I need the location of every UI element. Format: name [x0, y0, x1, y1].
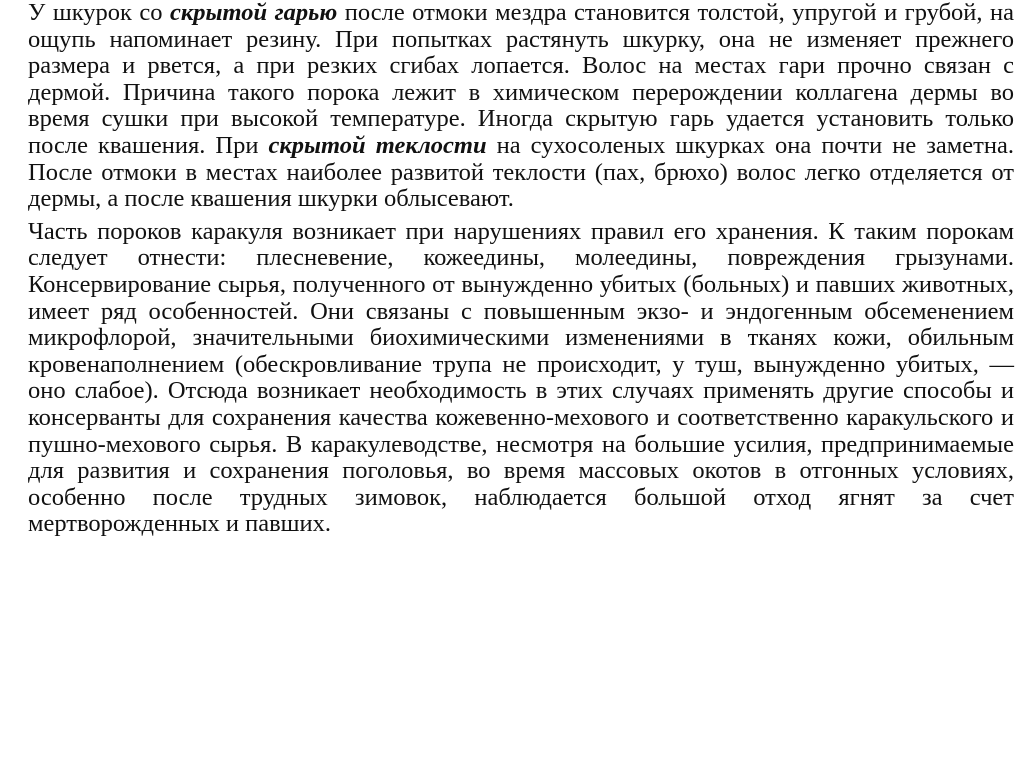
- term-hidden-burn: скрытой гарью: [170, 0, 338, 26]
- paragraph-text: У шкурок со: [28, 0, 170, 26]
- paragraph-hidden-burn: [28, 0, 1014, 213]
- paragraph-text: после отмоки мездра становится толстой, упругой и грубой, на ощупь напоминает резину. При попытках растянуть шкурку, она не изменяет прежнего размера и рвется, а при резких сгибах лопается. Волос на местах гари прочно связан с дермой. Причина такого порока лежит в химическом перерождении коллагена дермы во время сушки при высокой температуре. Иногда скрытую гарь удается установить только после квашения. При: [28, 0, 1014, 159]
- paragraph-storage-defects: Часть пороков каракуля возникает при нарушениях правил его хранения. К таким порокам следует отнести: плесневение, кожеедины, молеедины, повреждения грызунами. Консервирование сырья, полученного от вынужденно убитых (больных) и павших животных, имеет ряд особенностей. Они связаны с повышенным экзо- и эндогенным обсеменением микрофлорой, значительными биохимическими изменениями в тканях кожи, обильным кровенаполнением (обескровливание трупа не происходит, у туш, вынужденно убитых, — оно слабое). Отсюда возникает необходимость в этих случаях применять другие способы и консерванты для сохранения качества кожевенно-мехового и соответственно каракульского и пушно-мехового сырья. В каракулеводстве, несмотря на большие усилия, предпринимаемые для развития и сохранения поголовья, во время массовых окотов в отгонных условиях, особенно после трудных зимовок, наблюдается большой отход ягнят за счет мертворожденных и павших.: [28, 217, 1014, 538]
- paragraph-text: на сухосоленых шкурках она почти не заметна. После отмоки в местах наиболее развитой теклости (пах, брюхо) волос легко отделяется от дермы, а после квашения шкурки облысевают.: [28, 131, 1014, 213]
- term-hidden-leakage: скрытой теклости: [268, 131, 487, 159]
- document-page: [28, 0, 1014, 538]
